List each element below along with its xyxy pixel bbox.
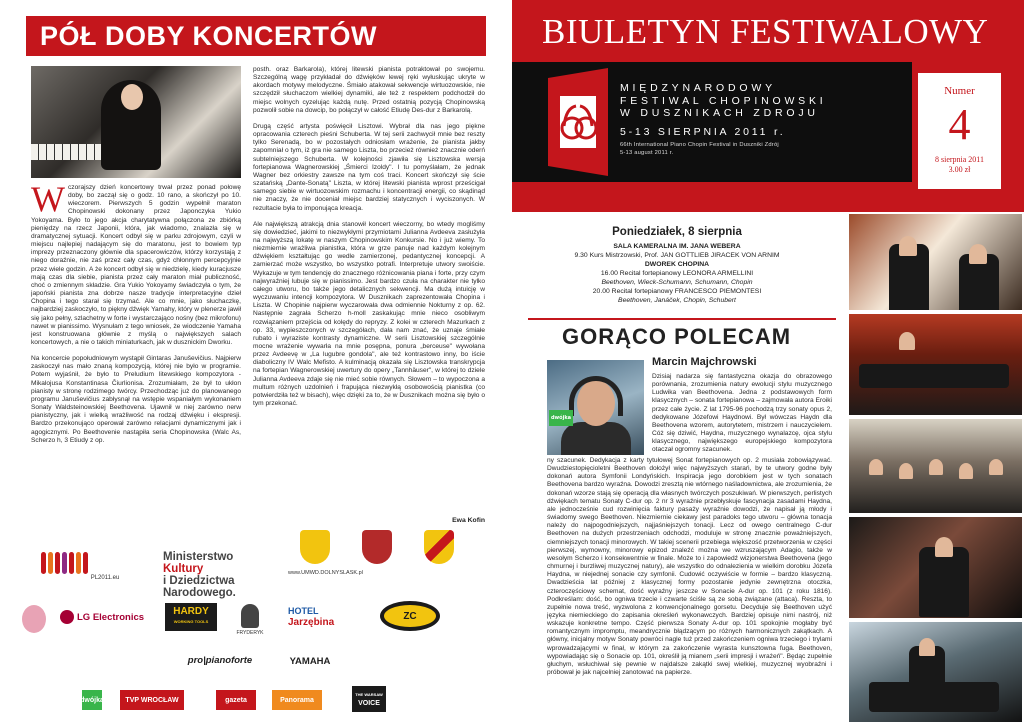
org-line-3: W DUSZNIKACH ZDROJU	[620, 107, 819, 119]
ministry-line-4: Narodowego.	[163, 587, 236, 599]
schedule-program: Beethoven, Wieck-Schumann, Schumann, Chopin	[601, 279, 753, 286]
paragraph-text: czorajszy dzień koncertowy trwał przez ponad połowę doby, bo zaczął się o godz. 10 rano, a skończył po 10. wieczorem. Pierwszych 5 godzin wypełnił maraton Chopinowski dokonany przez Japonczyka Yukio Yokoyama. Było to jego akcja charytatywna połączona ze zbiórką pieniędzy na rzecz Japonii, która, jak wiadomo, znalazła się w dramatycznej sytuacji. Koncert odbył się w parku zdrojowym, czyli w miejscu najlepiej nadającym się do maratonu, jest to bowiem typ imprezy przeznaczony głównie dla spacerowiczów, którzy korzystają z niego doraźnie, nie zaś przez cały czas, gdyż chłonnym percepcyjnie przez wiele godzin. A że koncert odbył się w niedzielę, kiedy kuracjusze mają czas dla siebie, pianista przez cały maraton miał publiczność, choć o zmiennym składzie. Gra Yukio Yokoyamy świadczyła o tym, że japoński pianista zna dobrze nasze tradycje interpretacyjne dzieł Chopina i tego starał się trzymać. Ale co mnie, jako słuchaczkę, najbardziej zaskoczyło, to piękny dźwięk Yamahy, który w plenerze jawił się jako pełny, szlachetny w forte i wystarczająco nośny (bez mikrofonu) nawet w pianissimo. Wysnułam z tego wniosek, że wiodczenie Yamaha jest konstruowana głównie z myślą o największych salach koncertowych, a nie o takich miniaturkach, jak w dusznickim Dworku.	[31, 184, 241, 346]
schedule-day: Poniedziałek, 8 sierpnia	[612, 226, 742, 238]
article-author: Ewa Kofin	[452, 517, 485, 524]
panorama-logo: Panorama	[272, 690, 322, 710]
festival-organisation	[620, 82, 920, 157]
article-paragraph: Ale największą atrakcją dnia stanowił koncert wieczorny, bo wtedy mogliśmy się dowiedzieć, jakimi to niezwykłymi przymiotami Julianna Avdeeva zasłużyła na najwyższą lokatę w naszym Chopinowskim Konkursie. No i już wiemy. To niezmiernie wrażliwa pianistka, która w grze panuje nad każdym kolejnym dźwiękiem kształtując go wedle zamierzonej, pedantycznej koncepcji. A zamierzać może wszystko, bo wszystko potrafi. Interpretuje utwory swoiście. Wykazuje w tym tendencję do znacznego różnicowania piana i forte, przy czym najwyraźniej lubuje się w pianissimo. Jest bardzo czuła na charakter nie tylko całego utworu, bo także jego detalicznych sekwencji. Ma dużą intuicję w wyczuwaniu intencji kompozytora. W Dusznikach zaprezentowała Chopina i Liszta. W Chopinie najpierw wyczarowała dwa odmiennie Nokturny z op. 62. Następnie zagrała Scherzo h-moll zaskakując mnie nieco osobliwym rozwiązaniem przejścia od kolędy do repryzy. Z kolei w czterech Mazurkach z op. 33, wypieszczonych w szczegółach, dała nam znać, że uznaje śmiałe rubato i wyraziste kontrasty dynamiczne. W serii Lisztowskiej szczególnie mocne wrażenie wywarła na mnie posępna, ponura „berceuse" wywołana przez Avdeevę w „La lugubre gondola", ale też kontrastowo inny, bo iście diaboliczny IV Walc Mefisto. A kulminacją okazała się Lisztowska transkrypcja na fortepian Wagnerowskiej uwertury do opery „Tannhäuser", w której to dziele Julianna Avdeeva zdaje się nie mieć sobie równych. Słowem – to wypoczona a multum różnych uzdolnień i frapująca niezwykłą osobowością pianistka (co potwierdziła też w bisach), więc dzięki za to, że w Dusznikach można się było o tym przekonać.	[253, 220, 485, 408]
bulletin-title: BIULETYN FESTIWALOWY	[542, 12, 989, 51]
festival-dates: 5-13 SIERPNIA 2011 r.	[620, 125, 786, 138]
recommend-author: Marcin Majchrowski	[652, 356, 757, 368]
hotel-name: Jarzębina	[288, 617, 335, 628]
voice-top: THE WARSAW	[355, 692, 383, 697]
dropcap: W	[31, 184, 65, 219]
pianist-face	[121, 84, 143, 110]
schedule-program: Beethoven, Janáček, Chopin, Schubert	[618, 297, 736, 304]
headphones-icon	[569, 376, 623, 416]
hotel-logo	[288, 603, 358, 631]
article-paragraph: posth. oraz Barkarola), której litewski pianista potraktował po swojemu. Szczególną wagę przykładał do dźwięków lewej ręki wyłuskując ukryte w akordach motywy melodyczne. Śmiało atakował sekwencje wirtuozowskie, nie szczędził słuchaczom wielkiej dynamiki, ale też z respektem podchodził do miejsc wolnych cyzelując każdą nutę. Przed ostatnią pozycją Chopinowską pozwolił sobie na dowcip, bo połączył w całość Etiudę Des-dur z Barkarolą.	[253, 66, 485, 114]
ministry-line-1: Ministerstwo	[163, 551, 234, 563]
festival-en-line-1: 66th International Piano Chopin Festival in Duszniki Zdrój	[620, 142, 779, 148]
hardy-logo	[165, 603, 217, 631]
dwojka-badge: dwójka	[549, 410, 573, 426]
festival-en-line-2: 5-13 august 2011 r.	[620, 149, 674, 156]
recommend-column-long: ny szacunek. Dedykacja z karty tytułowej Sonat fortepianowych op. 2 musiała zobowiązywać. Dwudziestopięcioletni Beethoven dołożył więc najwyższych starań, by te utwory godne były dokonań autora Symfonii Londyńskich. Inspiracja jego dorobkiem jest w tych sonatach Beethovena bardzo wyraźna. Dowodzi zresztą nie wtórnego naśladownictwa, ale zrozumienia, że dokonań wzorze stają się operacją dla własnych twórczych poszukiwań. W pierwszych, perlistych dźwiękach tematu Sonaty C-dur op. 2 nr 3 wyraźnie przebłyskuje fascynacja zasadami Haydna, ale jednocześnie cud rozwinięcia faktury pasaży wyraźnie dowodzi, że napisał ją młody i świadomy swego Beethoven. Niezmiernie ciekawy jest paradoks tego utworu – główna tonacja należy do najpogodniejszych, najjaśniejszych tonacji. Lecz od owego centralnego C-dur Beethoven na dużych przestrzeniach odchodzi, moduluje w stronę znacznie poważniejszych, ciemniejszych tonacji minorowych. W takiej scenerii przebiega większość przetworzenia w części pierwszej, wymowny, minorowy epizod znaleźć można we wzruszającym Adagio, także w wesołym Scherzo i konsekwentnie w finale. Może to i zapowiedź wizjonerstwa Beethovena (jego chmurnej i burzliwej muzycznej natury), ale wszystko do odnalezienia w wielkim dorobku Józefa Haydna, w niejednej sonacie czy symfonii. Cudowić oczywiście w formie – bardzo klasyczną. Dwadzieścia lat później z klasycznej formy pozostanie jedynie zewnętrzna otoczka, czteroczęściowy schemat, dość wyraźny jeszcze w Sonacie A-dur op. 101 (z roku 1816). Podkreślam: dość, bo ogniwa trzecie i czwarte ściśle są ze sobą związane (attaca). Reszta, to zupełnie nowa treść, wyzwolona z konwencjonalnego gorsetu. Decyduje się Beethoven użyć języka niemieckiego do zapisania określeń wykonawczych. Bardziej opisuje nimi nastrój, niż wskazuje konkretne tempo. Część pierwsza Sonaty A-dur op. 101 spokojnie mogłaby być romantycznym impromptu, meandrycznie błądzącym po różnych harmonicznych zakątkach. A główny, inicjalny motyw Sonaty powróci nagle tuż przed zakończeniem ogniwa trzeciego i trylami wprowadzającymi w finał, w którym za zakończenie wyrasta kunsztowna fuga. Beethoven, wypowiadając się o Sonacie op. 101, określił ją mianem „serii impresji i wrażeń". Będąc zupełnie głuchym, wsłuchiwał się pewnie w najdalsze zakątki swej wielkiej, muzycznej wyobraźni i próbował je jak najcelniej zanotować na papierze.	[547, 457, 832, 677]
hotel-label: HOTEL	[288, 606, 319, 616]
schedule-venue: SALA KAMERALNA IM. JANA WEBERA	[613, 243, 741, 250]
dwojka-logo: dwójka	[82, 690, 102, 710]
right-page	[512, 0, 1024, 724]
ministry-logo	[163, 547, 263, 603]
gallery-photo	[847, 212, 1024, 312]
schedule-venue: DWOREK CHOPINA	[644, 261, 710, 268]
city-crest-icon	[362, 530, 392, 564]
org-line-1: MIĘDZYNARODOWY	[620, 82, 776, 94]
warsaw-voice-logo	[352, 686, 386, 712]
chopin-emblem-icon	[22, 605, 46, 633]
fryderyk-logo	[230, 600, 270, 640]
hardy-label: HARDY	[173, 606, 209, 617]
article-paragraph: Drugą część artysta poświęcił Lisztowi. Wybrał dla nas jego piękne opracowania czterech pieśni Schuberta. W tej serii zachwycił mnie bez reszty tylko Serenadą, bo w pozostałych odniosłam wrażenie, że pianista jakby zapomniał o tym, iż gra nie samego Liszta, bo przecież również znacznie oderń subtelniejszego Schuberta. W kolejności zjawiła się Lisztowska wersja fortepianowa Wagnerowskiej „Śmierci Izoldy". I tu pomyślałam, że jednak Wagner bez orkiestry zawsze na tym coś traci. Koncert skończył się ście szatańską „Dante-Sonatą" Liszta, w której litewski pianista wprost prześcigał samego siebie w wirtuozowskim rozmachu i koncentracji energii, co skądinąd nie znaczy, że nie doceniał miejsc bardziej statycznych i wyciszonych. W rezultacie była to imponująca kreacja.	[253, 122, 485, 212]
gallery-photo	[847, 620, 1024, 724]
article-paragraph	[31, 184, 241, 347]
issue-label: Numer	[944, 85, 975, 97]
hardy-sub: WORKING TOOLS	[173, 619, 209, 624]
pl2011-label: PL2011.eu	[90, 575, 120, 581]
day-schedule	[527, 226, 827, 305]
lg-label: LG Electronics	[77, 611, 145, 623]
schedule-event: 16.00 Recital fortepianowy LEONORA ARMELLINI	[600, 270, 754, 277]
schedule-event: 20.00 Recital fortepianowy FRANCESCO PIEMONTESI	[592, 288, 762, 295]
voice-label: VOICE	[358, 700, 380, 707]
ministry-line-3: i Dziedzictwa	[163, 575, 235, 587]
tvp-logo: TVP WROCŁAW	[120, 690, 184, 710]
issue-date: 8 sierpnia 2011	[934, 155, 985, 164]
lg-logo	[60, 607, 150, 627]
yamaha-logo: YAMAHA	[289, 655, 331, 667]
duszniki-crest-icon	[424, 530, 454, 564]
issue-number: 4	[948, 100, 971, 149]
org-line-2: FESTIWAL CHOPINOWSKI	[620, 94, 827, 107]
author-body	[561, 422, 631, 455]
gallery-photo	[847, 515, 1024, 620]
gallery-photo	[847, 312, 1024, 417]
pianoforte-logo: pro|pianoforte	[187, 654, 253, 666]
photo-gallery	[847, 212, 1024, 724]
article-column-1	[31, 184, 241, 556]
article-paragraph: Na koncercie popołudniowym wystąpił Gintaras Januševičius. Najpierw zaskoczył nas mało znaną kompozycją, której nie było w programie. Potem wyjaśnił, że było to Preludium litewskiego kompozytora - Mikalojusa Konstantinasa Čiurlionisa. Zrozumiałam, że był to ukłon pianisty w stronę rodzimego twórcy. Przechodząc już do planowanego programu Januševičius zabłysnął na wstępie wspaniałym wykonaniem Sonaty Waldsteinowskiej Beethovena. Ujawnił w niej zarówno nerw pianistyczny, jak i wielką wrażliwość na rodzaj dźwięku i ekspresji. Bardzo przekonująco operował zarówno relacjami dynamicznymi jak i agogicznymi. Po Beethovenie nastąpiła seria Chopinowska (Walc As, Scherzo h, 3 Etiudy z op.	[31, 355, 241, 444]
article-column-2	[253, 66, 485, 502]
issue-price: 3.00 zł	[948, 165, 971, 174]
lg-icon	[60, 610, 74, 624]
fryderyk-label: FRYDERYK	[236, 630, 264, 636]
schedule-event: 9.30 Kurs Mistrzowski, Prof. JAN GOTTLIEB JIRACEK VON ARNIM	[574, 252, 780, 259]
issue-box	[917, 72, 1002, 190]
silesia-crest-icon	[300, 530, 330, 564]
pl2011-bars-icon	[41, 552, 88, 574]
author-photo	[547, 360, 644, 455]
bust-icon	[241, 604, 259, 628]
pl2011-logo	[30, 545, 130, 581]
pianist-photo	[31, 66, 241, 178]
gazeta-logo: gazeta	[216, 690, 256, 710]
gallery-photo	[847, 417, 1024, 515]
zc-logo: ZC	[380, 601, 440, 631]
title-bar	[26, 16, 486, 56]
festival-66-logo-icon	[542, 68, 614, 176]
recommend-column-short: Dzisiaj nadarza się fantastyczna okazja do obrazowego porównania, zrozumienia natury ewolucji stylu muzycznego Ludwika van Beethovena. Jedna z podstawowych form klasycznych – sonata fortepianowa – zajmowała autora Eroiki przez całe życie. Z lat 1795-96 pochodzą trzy sonaty opus 2, dedykowane Józefowi Haydnowi. Był wówczas Haydn dla Beethovena wzorem, autorytetem, mistrzem i nauczycielem. Cóż się dziwić, Haydna, muzycznego wynalazcę, ojca stylu klasycznego, największego europejskiego kompozytora otaczał ogromny szacunek.	[652, 373, 832, 454]
umwd-link: www.UMWD.DOLNYSLASK.pl	[288, 570, 363, 576]
recommend-title: GORĄCO POLECAM	[562, 324, 832, 350]
ministry-line-2: Kultury	[163, 563, 204, 575]
page-title: PÓŁ DOBY KONCERTÓW	[40, 21, 378, 51]
